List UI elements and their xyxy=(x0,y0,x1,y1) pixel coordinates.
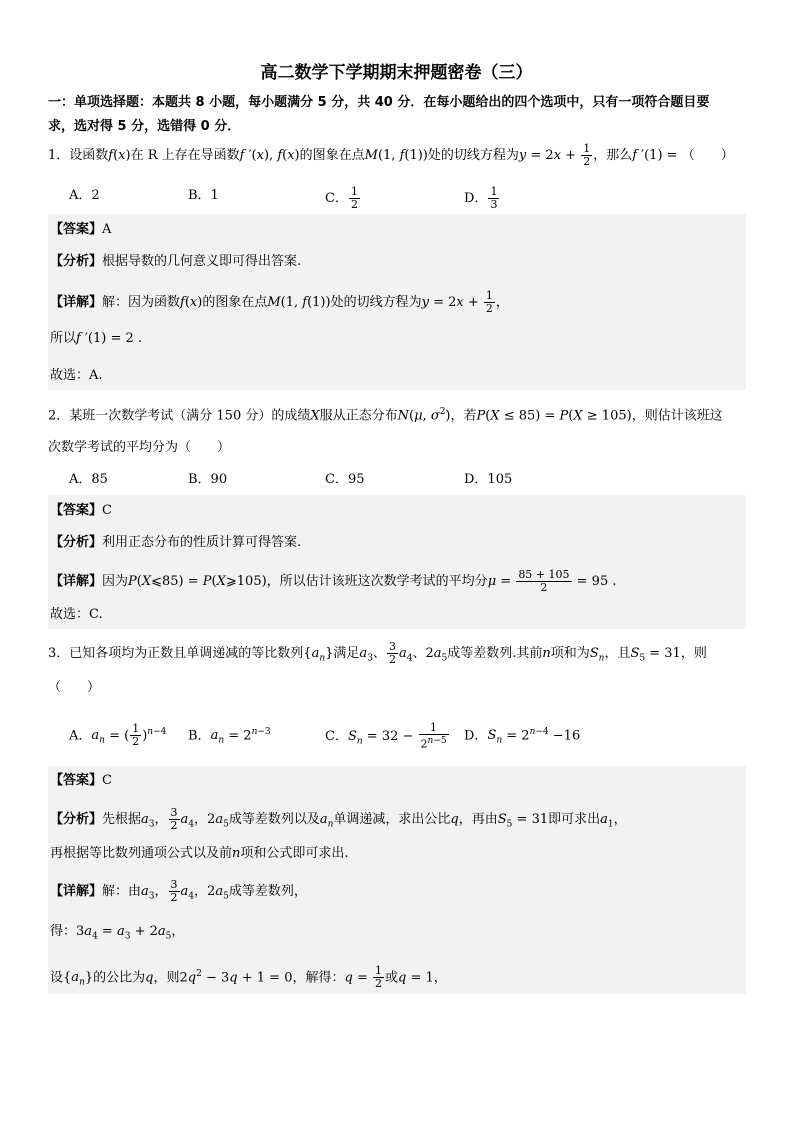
q2-answer xyxy=(50,501,112,521)
answer-label: 【答案】 xyxy=(50,503,103,518)
q3-option-b-label: B． xyxy=(188,728,211,744)
q1-option-a: A．2 xyxy=(69,188,100,203)
q1-detail-text: 所以 xyxy=(50,331,77,346)
q2-stem-text: ，若 xyxy=(450,408,477,424)
q3-detail-set: 设$\{a_n\}$的公比为q，则$2q^2 - 3q + 1 = 0$，解得：q = $\frac{1}{2}$ 或q = 1， xyxy=(50,964,447,991)
q1-option-c: C． $\frac{1}{2}$ xyxy=(325,185,358,211)
section-heading-line-2: 求，选对得 5 分，选错得 0 分． xyxy=(48,119,241,134)
q1-option-d-label: D． xyxy=(464,191,488,206)
q3-detail-text: 的公比为 xyxy=(93,970,146,986)
q3-option-c-label: C． xyxy=(325,728,348,744)
q2-detail-text: ，所以估计该班这次数学考试的平均分 xyxy=(266,574,488,589)
q1-stem: 1．设函数f(x)在 R 上存在导函数f ′(x), f(x)的图象在点M(1, f(1))处的切线方程为y = 2x + $\frac{1}{2}$ ，那么f ′(1) = （ ） xyxy=(48,142,734,168)
q3-stem-text: ，且 xyxy=(604,646,631,661)
q3-analysis-text: 再根据等比数列通项公式以及前 xyxy=(50,846,233,861)
q1-solution-box xyxy=(48,214,746,390)
q1-option-b: B．1 xyxy=(188,188,219,203)
q2-option-c: C．95 xyxy=(325,472,365,487)
q3-option-d: D．$S_n = 2^{n-4} -16$ xyxy=(464,727,581,746)
q2-answer-value: C xyxy=(102,503,112,518)
q1-detail-text: ， xyxy=(495,295,509,310)
q2-stem-text: 服从正态分布 xyxy=(319,408,398,424)
q3-analysis-text: 项和公式即可求出. xyxy=(240,846,349,861)
q3-analysis-text: 即可求出 xyxy=(548,812,601,827)
q1-answer xyxy=(50,220,111,240)
q3-detail-text: ，则 xyxy=(153,970,180,986)
q1-detail-text: 的图象在点 xyxy=(202,295,268,310)
q3-stem-text: ，则 xyxy=(680,646,707,661)
q1-option-d: D． $\frac{1}{3}$ xyxy=(464,185,498,211)
analysis-label: 【分析】 xyxy=(50,812,103,827)
q1-answer-value: A xyxy=(102,222,112,237)
q3-stem-text: 、 xyxy=(372,646,386,661)
q3-option-c: C．$S_n = 32$ − $\frac{1}{2^{n-5}}$ xyxy=(325,721,447,751)
q3-option-a: A．$a_n$ = ( $\frac{1}{2}$ )$^{n-4}$ xyxy=(69,722,167,749)
q1-analysis xyxy=(50,252,301,272)
q3-stem-text: 3．已知各项均为正数且单调递减的等比数列 xyxy=(48,646,304,661)
q3-stem-text: 成等差数列.其前 xyxy=(447,646,543,661)
q2-analysis-text: 利用正态分布的性质计算可得答案. xyxy=(102,535,302,550)
q1-stem-text: （ ） xyxy=(681,148,734,163)
q2-analysis xyxy=(50,533,301,553)
q3-answer xyxy=(50,771,112,791)
q2-option-b: B．90 xyxy=(188,472,228,487)
q1-detail-text: 解：因为函数 xyxy=(102,295,181,310)
q1-analysis-text: 根据导数的几何意义即可得出答案. xyxy=(102,254,302,269)
q1-choose: 故选：A. xyxy=(50,368,103,383)
q3-analysis-text: 成等差数列以及 xyxy=(228,812,320,827)
q2-option-a: A．85 xyxy=(69,472,108,487)
q3-stem-line-2: （ ） xyxy=(48,680,101,695)
q1-stem-text: 处的切线方程为 xyxy=(427,148,519,163)
q3-analysis-text: 单调递减，求出公比 xyxy=(333,812,451,827)
answer-label: 【答案】 xyxy=(50,222,103,237)
q3-option-a-label: A． xyxy=(69,728,92,744)
q2-choose: 故选：C. xyxy=(50,607,103,622)
q1-detail: 【详解】解：因为函数f(x)的图象在点M(1, f(1))处的切线方程为y = 2x + $\frac{1}{2}$ ， xyxy=(50,289,509,315)
detail-label: 【详解】 xyxy=(50,574,103,589)
q3-analysis-text: ，再由 xyxy=(458,812,498,827)
q3-detail-text: 或 xyxy=(384,970,398,986)
q3-detail-text: 成等差数列， xyxy=(228,884,307,899)
q2-option-d: D．105 xyxy=(464,472,513,487)
q3-answer-value: C xyxy=(102,773,112,788)
q1-stem-text: 的图象在点 xyxy=(299,148,365,163)
q3-stem: 3．已知各项均为正数且单调递减的等比数列$\{a_n\}$满足$a_3$、 $\frac{3}{2}$ $a_4$、$2a_5$成等差数列.其前n项和为$S_n$，且$S_5 = 31$，则 xyxy=(48,640,707,666)
q1-stem-text: 1．设函数 xyxy=(48,148,109,163)
q3-analysis-line-2: 再根据等比数列通项公式以及前n项和公式即可求出. xyxy=(50,846,349,861)
q3-option-d-label: D． xyxy=(464,728,488,744)
q3-detail-get: 得：$3a_4 = a_3 + 2a_5$， xyxy=(50,924,185,942)
page-title: 高二数学下学期期末押题密卷（三） xyxy=(260,63,533,83)
section-heading-line-1: 一：单项选择题：本题共 8 小题，每小题满分 5 分，共 40 分．在每小题给出的四个选项中，只有一项符合题目要 xyxy=(48,95,710,110)
q3-detail-text: 设 xyxy=(50,970,64,986)
q2-detail-text: 因为 xyxy=(102,574,129,589)
section-heading xyxy=(48,91,748,139)
q1-stem-text: ，那么 xyxy=(593,148,633,163)
q1-option-c-label: C． xyxy=(325,191,348,206)
analysis-label: 【分析】 xyxy=(50,535,103,550)
detail-label: 【详解】 xyxy=(50,884,103,899)
q2-detail: 【详解】因为P(X⩽85) = P(X⩾105)，所以估计该班这次数学考试的平均分μ = $\frac{85 + 105}{2}$ = 95 . xyxy=(50,568,617,594)
q3-stem-text: 满足 xyxy=(333,646,360,661)
q1-detail-text: 处的切线方程为 xyxy=(330,295,422,310)
q3-option-b: B．$a_n = 2^{n-3}$ xyxy=(188,727,271,746)
q3-analysis-text: 先根据 xyxy=(102,812,142,827)
q3-stem-text: 项和为 xyxy=(550,646,590,661)
detail-label: 【详解】 xyxy=(50,295,103,310)
q2-stem-text: ，则估计该班这 xyxy=(631,408,723,424)
answer-label: 【答案】 xyxy=(50,773,103,788)
q1-stem-text: 在 R 上存在导函数 xyxy=(130,148,240,163)
q2-stem-text: 2．某班一次数学考试（满分 150 分）的成绩 xyxy=(48,408,311,424)
analysis-label: 【分析】 xyxy=(50,254,103,269)
q2-stem: 2．某班一次数学考试（满分 150 分）的成绩X服从正态分布N(μ, $\sigma^2$)，若P(X ≤ 85) = P(X ≥ 105)，则估计该班这 xyxy=(48,407,723,424)
q3-analysis: 【分析】先根据$a_3$， $\frac{3}{2}$ $a_4$，$2a_5$成等差数列以及$a_n$单调递减，求出公比q，再由$S_5 = 31$即可求出$a_1$， xyxy=(50,806,627,832)
q3-detail-text: ，解得： xyxy=(292,970,345,986)
q2-stem-line-2: 次数学考试的平均分为（ ） xyxy=(48,440,231,455)
q3-detail-text: 得： xyxy=(50,924,77,939)
q3-solution-box xyxy=(48,766,746,994)
q3-stem-text: 、 xyxy=(412,646,426,661)
q3-detail-text: 解：由 xyxy=(102,884,142,899)
q2-solution-box xyxy=(48,495,746,629)
q3-detail: 【详解】解：由$a_3$， $\frac{3}{2}$ $a_4$，$2a_5$成等差数列， xyxy=(50,878,307,904)
q1-detail-line-2: 所以f ′(1) = 2 . xyxy=(50,331,143,346)
